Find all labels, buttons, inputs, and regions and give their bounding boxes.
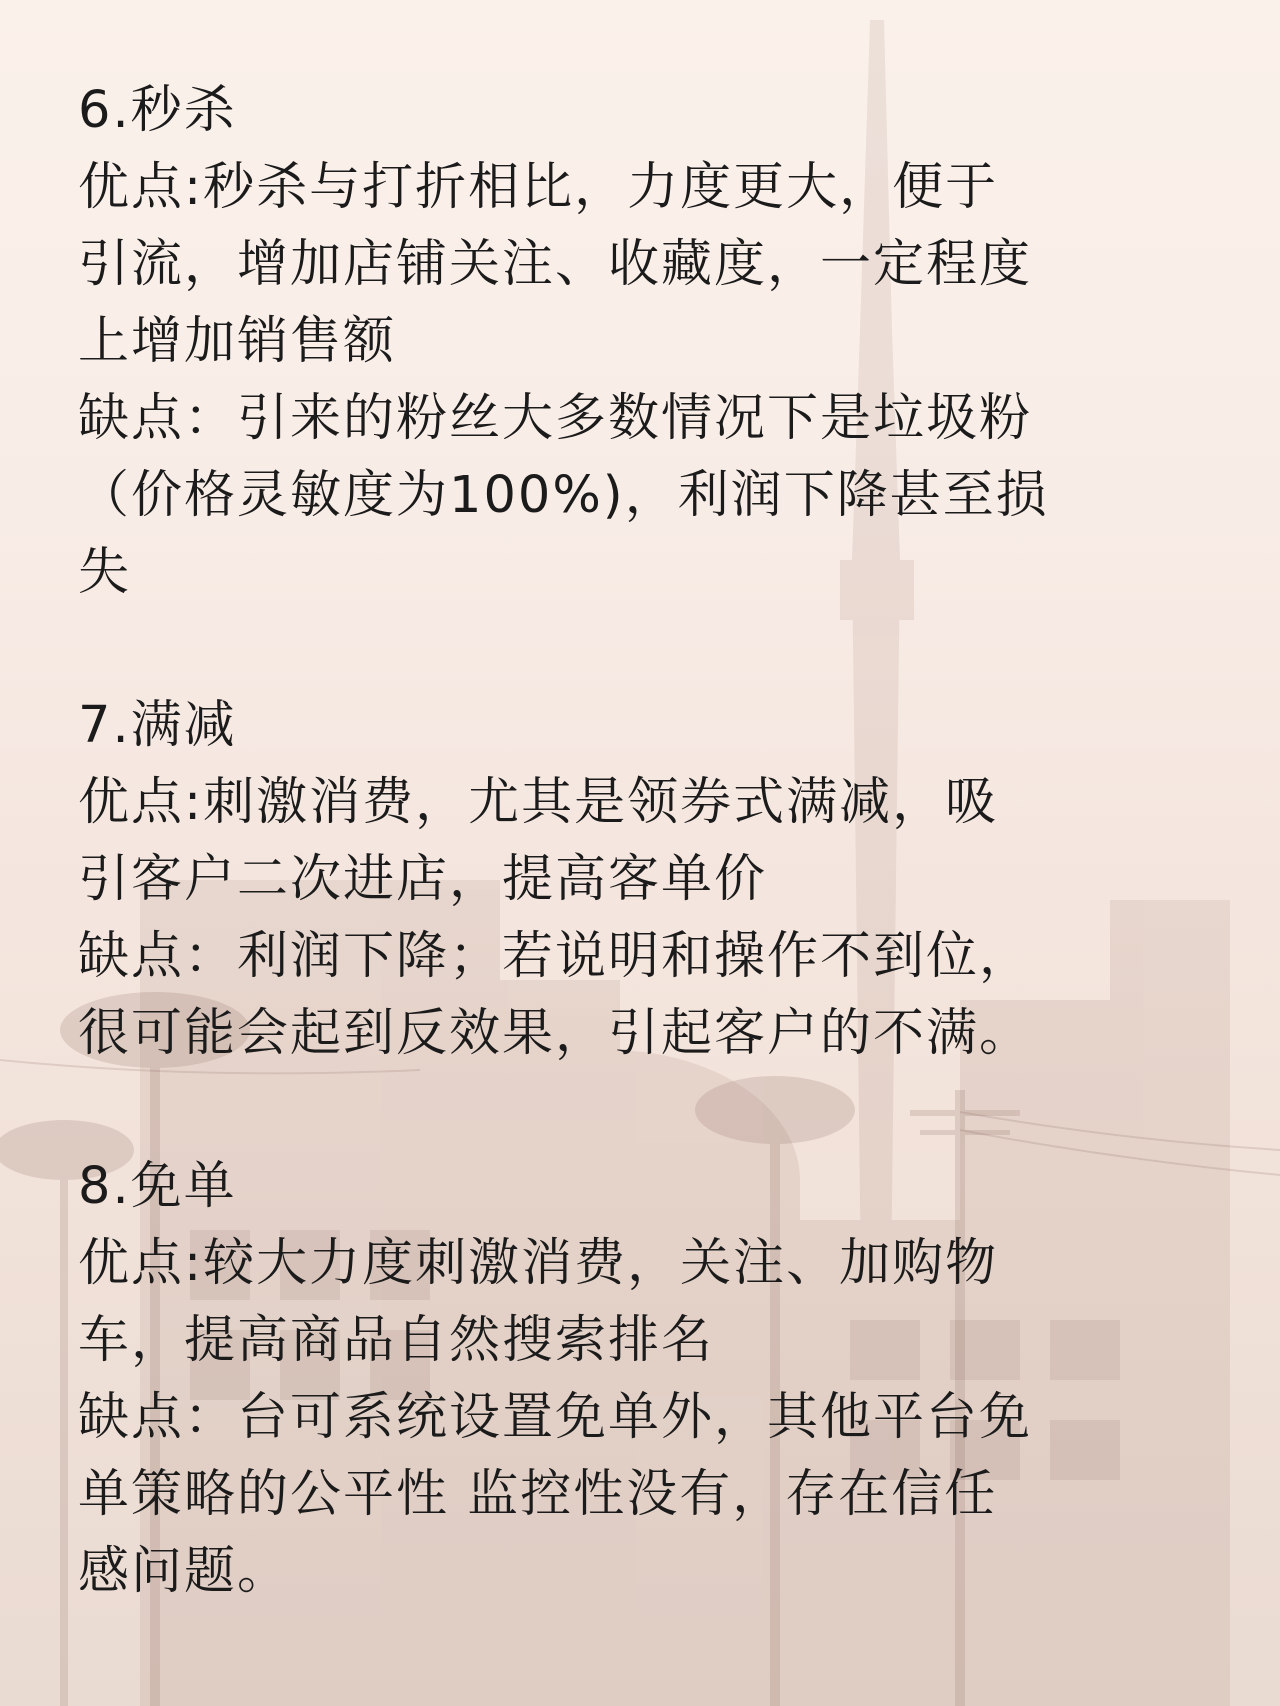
text-line: 引流，增加店铺关注、收藏度，一定程度	[78, 235, 1033, 294]
section-title: 8.免单	[78, 1157, 237, 1216]
article-body	[78, 72, 1218, 1610]
text-line: 缺点：利润下降；若说明和操作不到位，	[78, 927, 1033, 986]
text-line: 很可能会起到反效果，引起客户的不满。	[78, 1004, 1033, 1063]
text-line: （价格灵敏度为100%)，利润下降甚至损	[78, 466, 1049, 525]
text-line: 缺点：引来的粉丝大多数情况下是垃圾粉	[78, 389, 1033, 448]
text-line: 上增加销售额	[78, 312, 397, 371]
section-free-order	[78, 1148, 1218, 1610]
section-title: 7.满减	[78, 696, 237, 755]
section-title: 6.秒杀	[78, 81, 237, 140]
text-line: 优点:秒杀与打折相比，力度更大，便于	[78, 158, 999, 217]
text-line: 车，提高商品自然搜索排名	[78, 1311, 715, 1370]
text-line: 单策略的公平性 监控性没有，存在信任	[78, 1465, 998, 1524]
text-line: 失	[78, 543, 132, 602]
section-seckill	[78, 72, 1218, 611]
text-line: 感问题。	[78, 1542, 291, 1601]
section-full-reduction	[78, 687, 1218, 1072]
text-line: 缺点：台可系统设置免单外，其他平台免	[78, 1388, 1033, 1447]
text-line: 引客户二次进店，提高客单价	[78, 850, 768, 909]
text-line: 优点:较大力度刺激消费，关注、加购物	[78, 1234, 999, 1293]
text-line: 优点:刺激消费，尤其是领券式满减，吸	[78, 773, 999, 832]
